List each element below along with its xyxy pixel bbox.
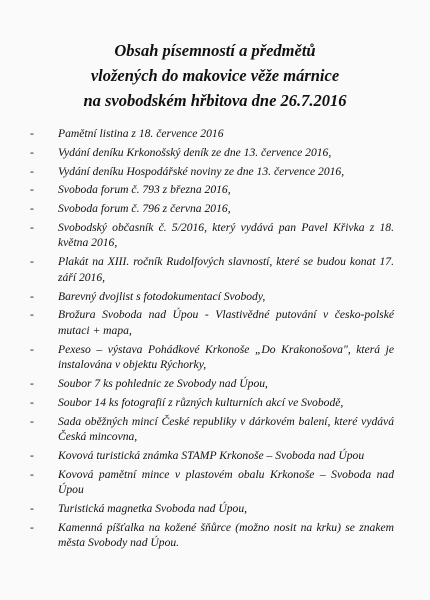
dash-bullet: - xyxy=(30,520,34,534)
contents-list xyxy=(0,126,430,554)
list-item-text: Plakát na XIII. ročník Rudolfových slavností, které se budou konat 17. září 2016, xyxy=(58,255,394,284)
list-item-text: Barevný dvojlist s fotodokumentací Svobody, xyxy=(58,289,266,303)
list-item-text: Kovová pamětní mince v plastovém obalu Krkonoše – Svoboda nad Úpou xyxy=(58,467,394,497)
dash-bullet: - xyxy=(30,448,34,462)
dash-bullet: - xyxy=(30,342,34,356)
list-item-text: Vydání deníku Krkonošský deník ze dne 13. července 2016, xyxy=(58,145,332,159)
dash-bullet: - xyxy=(30,202,34,216)
dash-bullet: - xyxy=(30,220,34,234)
list-item-text: Pamětní listina z 18. července 2016 xyxy=(58,127,224,140)
list-item xyxy=(0,395,430,411)
dash-bullet: - xyxy=(30,183,34,197)
list-item xyxy=(0,376,430,392)
dash-bullet: - xyxy=(30,164,34,178)
list-item xyxy=(0,342,430,373)
dash-bullet: - xyxy=(30,289,34,303)
list-item-text: Vydání deníku Hospodářské noviny ze dne 13. července 2016, xyxy=(58,164,345,178)
list-item-text: Sada oběžných mincí České republiky v dárkovém balení, které vydává Česká mincovna, xyxy=(58,414,394,444)
list-item xyxy=(0,289,430,305)
dash-bullet: - xyxy=(30,376,34,390)
list-item xyxy=(0,448,430,464)
list-item xyxy=(0,467,430,498)
list-item-text: Kamenná píšťalka na kožené šňůrce (možno nosit na krku) se znakem města Svobody nad Úpou. xyxy=(58,520,394,550)
list-item xyxy=(0,254,430,285)
dash-bullet: - xyxy=(30,395,34,409)
list-item-text: Turistická magnetka Svoboda nad Úpou, xyxy=(58,501,248,515)
list-item-text: Svoboda forum č. 793 z března 2016, xyxy=(58,183,231,197)
title-line-1: Obsah písemností a předmětů xyxy=(114,41,316,60)
list-item-text: Soubor 7 ks pohlednic ze Svobody nad Úpou, xyxy=(58,376,268,390)
title-line-2: vložených do makovice věže márnice xyxy=(90,66,340,85)
document-title xyxy=(0,38,430,113)
list-item-text: Svoboda forum č. 796 z června 2016, xyxy=(58,202,231,216)
list-item xyxy=(0,501,430,517)
list-item xyxy=(0,145,430,161)
dash-bullet: - xyxy=(30,308,34,322)
list-item xyxy=(0,220,430,251)
list-item xyxy=(0,414,430,445)
list-item-text: Svobodský občasník č. 5/2016, který vydává pan Pavel Křivka z 18. května 2016, xyxy=(58,220,394,250)
list-item-text: Soubor 14 ks fotografií z různých kulturních akcí ve Svobodě, xyxy=(58,395,344,409)
dash-bullet: - xyxy=(30,501,34,515)
title-line-3: na svobodském hřbitova dne 26.7.2016 xyxy=(83,91,347,110)
list-item xyxy=(0,307,430,338)
list-item-text: Brožura Svoboda nad Úpou - Vlastivědné putování v česko-polské mutaci + mapa, xyxy=(58,308,394,337)
dash-bullet: - xyxy=(30,145,34,159)
dash-bullet: - xyxy=(30,467,34,481)
list-item xyxy=(0,520,430,551)
list-item xyxy=(0,164,430,180)
dash-bullet: - xyxy=(30,255,34,269)
dash-bullet: - xyxy=(30,127,34,140)
list-item-text: Kovová turistická známka STAMP Krkonoše – Svoboda nad Úpou xyxy=(58,448,365,462)
dash-bullet: - xyxy=(30,414,34,428)
list-item xyxy=(0,201,430,217)
list-item-text: Pexeso – výstava Pohádkové Krkonoše „Do Krakonošova", která je instalována v objektu Rýchorky, xyxy=(58,342,394,372)
list-item xyxy=(0,182,430,198)
list-item xyxy=(0,126,430,142)
